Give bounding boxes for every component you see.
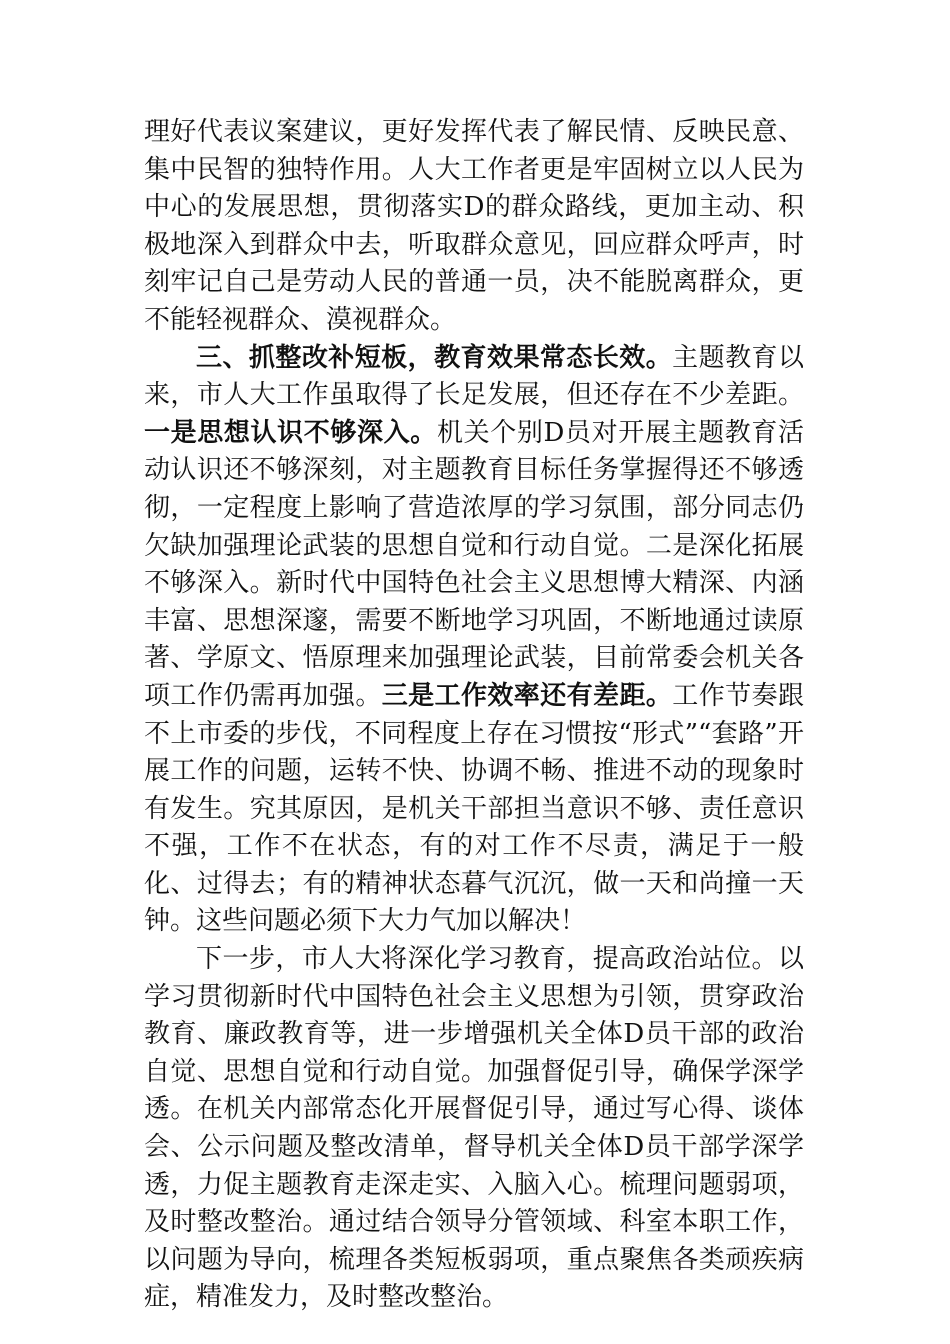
document-page [144, 114, 804, 1317]
section-heading: 三、抓整改补短板，教育效果常态长效。 [196, 342, 673, 373]
point-one-text: 机关个别D员对开展主题教育活动认识还不够深刻，对主题教育目标任务掌握得还不够透彻，一定程度上影响了营造浓厚的学习氛围，部分同志仍欠缺加强理论武装的思想自觉和行动自觉。二是深化拓展不够深入。新时代中国特色社会主义思想博大精深、内涵丰富、思想深邃，需要不断地学习巩固，不断地通过读原著、学原文、悟原理来加强理论武装，目前常委会机关各项工作仍需再加强。 [144, 417, 804, 711]
section-intro: 主题教育以来，市人大工作虽取得了长足发展，但还存在不少差距。 [144, 342, 804, 411]
point-three-text: 工作节奏跟不上市委的步伐，不同程度上存在习惯按“形式”“套路”开展工作的问题，运转不快、协调不畅、推进不动的现象时有发生。究其原因，是机关干部担当意识不够、责任意识不强，工作不在状态，有的对工作不尽责，满足于一般化、过得去；有的精神状态暮气沉沉，做一天和尚撞一天钟。这些问题必须下大力气加以解决！ [144, 680, 804, 937]
paragraph-next-steps: 下一步，市人大将深化学习教育，提高政治站位。以学习贯彻新时代中国特色社会主义思想为引领，贯穿政治教育、廉政教育等，进一步增强机关全体D员干部的政治自觉、思想自觉和行动自觉。加强督促引导，确保学深学透。在机关内部常态化开展督促引导，通过写心得、谈体会、公示问题及整改清单，督导机关全体D员干部学深学透，力促主题教育走深走实、入脑入心。梳理问题弱项，及时整改整治。通过结合领导分管领域、科室本职工作，以问题为导向，梳理各类短板弱项，重点聚焦各类顽疾病症，精准发力，及时整改整治。 [144, 944, 804, 1313]
point-one-title: 一是思想认识不够深入。 [144, 417, 437, 448]
point-three-title: 三是工作效率还有差距。 [381, 680, 673, 711]
paragraph-continuation: 理好代表议案建议，更好发挥代表了解民情、反映民意、集中民智的独特作用。人大工作者更是牢固树立以人民为中心的发展思想，贯彻落实D的群众路线，更加主动、积极地深入到群众中去，听取群众意见，回应群众呼声，时刻牢记自己是劳动人民的普通一员，决不能脱离群众，更不能轻视群众、漠视群众。 [144, 117, 804, 335]
paragraph-section-three [144, 340, 804, 942]
